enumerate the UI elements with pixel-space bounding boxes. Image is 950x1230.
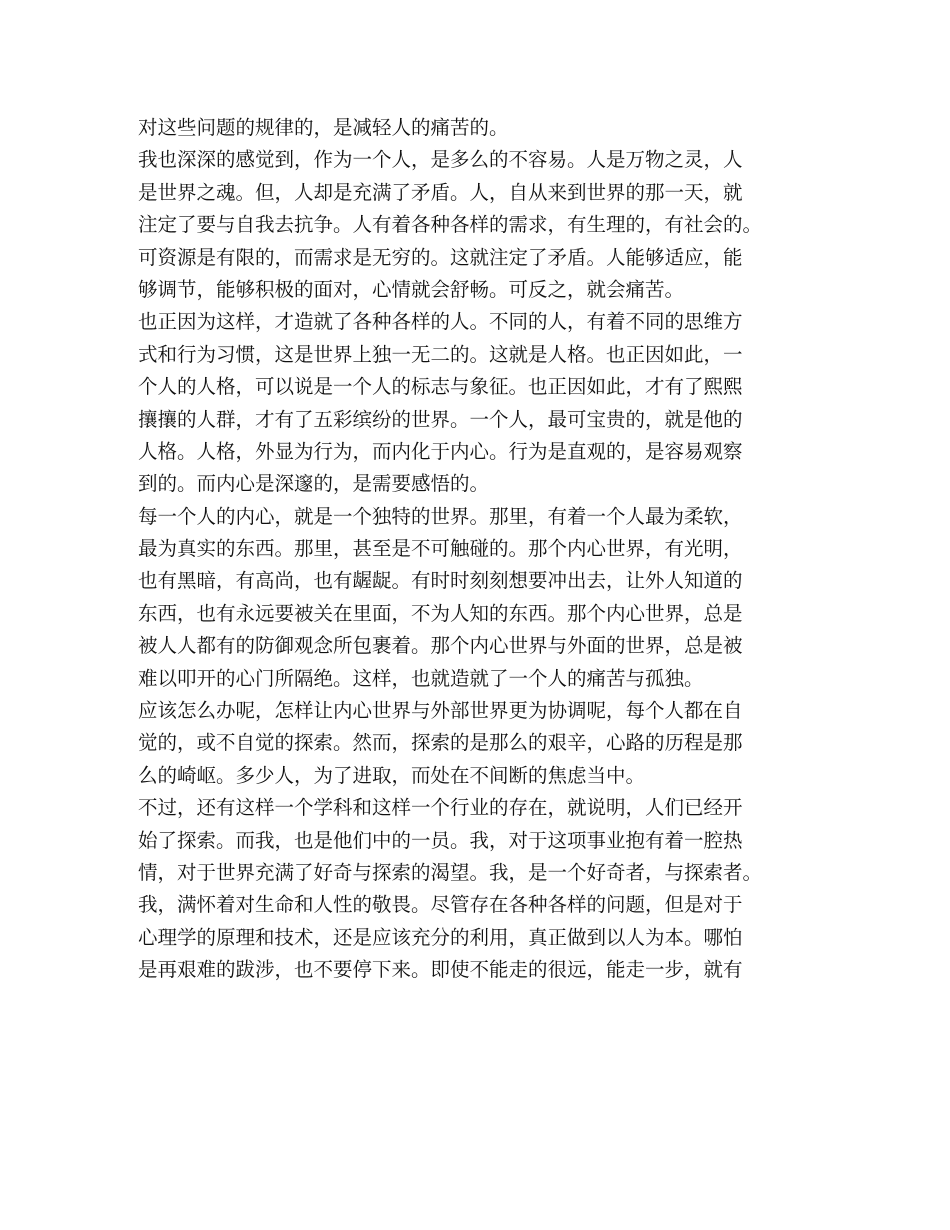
text-line: 够调节，能够积极的面对，心情就会舒畅。可反之，就会痛苦。 — [138, 277, 685, 301]
text-line: 我也深深的感觉到，作为一个人，是多么的不容易。人是万物之灵，人 — [138, 148, 743, 172]
text-line: 可资源是有限的，而需求是无穷的。这就注定了矛盾。人能够适应，能 — [138, 245, 743, 269]
text-line: 始了探索。而我，也是他们中的一员。我，对于这项事业抱有着一腔热 — [138, 828, 743, 852]
text-line: 么的崎岖。多少人，为了进取，而处在不间断的焦虑当中。 — [138, 763, 646, 787]
text-line: 我，满怀着对生命和人性的敬畏。尽管存在各种各样的问题，但是对于 — [138, 893, 743, 917]
text-line: 被人人都有的防御观念所包裹着。那个内心世界与外面的世界，总是被 — [138, 634, 743, 658]
text-line: 攘攘的人群，才有了五彩缤纷的世界。一个人，最可宝贵的，就是他的 — [138, 407, 743, 431]
text-line: 应该怎么办呢，怎样让内心世界与外部世界更为协调呢，每个人都在自 — [138, 699, 743, 723]
text-line: 人格。人格，外显为行为，而内化于内心。行为是直观的，是容易观察 — [138, 439, 743, 463]
text-line: 对这些问题的规律的，是减轻人的痛苦的。 — [138, 116, 509, 139]
text-line: 注定了要与自我去抗争。人有着各种各样的需求，有生理的，有社会的。 — [138, 213, 763, 237]
text-line: 觉的，或不自觉的探索。然而，探索的是那么的艰辛，心路的历程是那 — [138, 731, 743, 755]
text-line: 个人的人格，可以说是一个人的标志与象征。也正因如此，才有了熙熙 — [138, 375, 743, 399]
text-line: 东西，也有永远要被关在里面，不为人知的东西。那个内心世界，总是 — [138, 601, 743, 625]
text-line: 到的。而内心是深邃的，是需要感悟的。 — [138, 472, 490, 496]
body-text — [138, 112, 838, 987]
text-line: 式和行为习惯，这是世界上独一无二的。这就是人格。也正因如此，一 — [138, 342, 743, 366]
text-line: 也有黑暗，有高尚，也有龌龊。有时时刻刻想要冲出去，让外人知道的 — [138, 569, 743, 593]
text-line: 不过，还有这样一个学科和这样一个行业的存在，就说明，人们已经开 — [138, 796, 743, 820]
text-line: 心理学的原理和技术，还是应该充分的利用，真正做到以人为本。哪怕 — [138, 925, 743, 949]
text-line: 是世界之魂。但，人却是充满了矛盾。人，自从来到世界的那一天，就 — [138, 180, 743, 204]
text-line: 每一个人的内心，就是一个独特的世界。那里，有着一个人最为柔软， — [138, 504, 743, 528]
text-line: 是再艰难的跋涉，也不要停下来。即使不能走的很远，能走一步，就有 — [138, 958, 743, 982]
text-line: 难以叩开的心门所隔绝。这样，也就造就了一个人的痛苦与孤独。 — [138, 666, 704, 690]
text-line: 也正因为这样，才造就了各种各样的人。不同的人，有着不同的思维方 — [138, 310, 743, 334]
text-line: 情，对于世界充满了好奇与探索的渴望。我，是一个好奇者，与探索者。 — [138, 860, 763, 884]
text-line: 最为真实的东西。那里，甚至是不可触碰的。那个内心世界，有光明， — [138, 537, 743, 561]
